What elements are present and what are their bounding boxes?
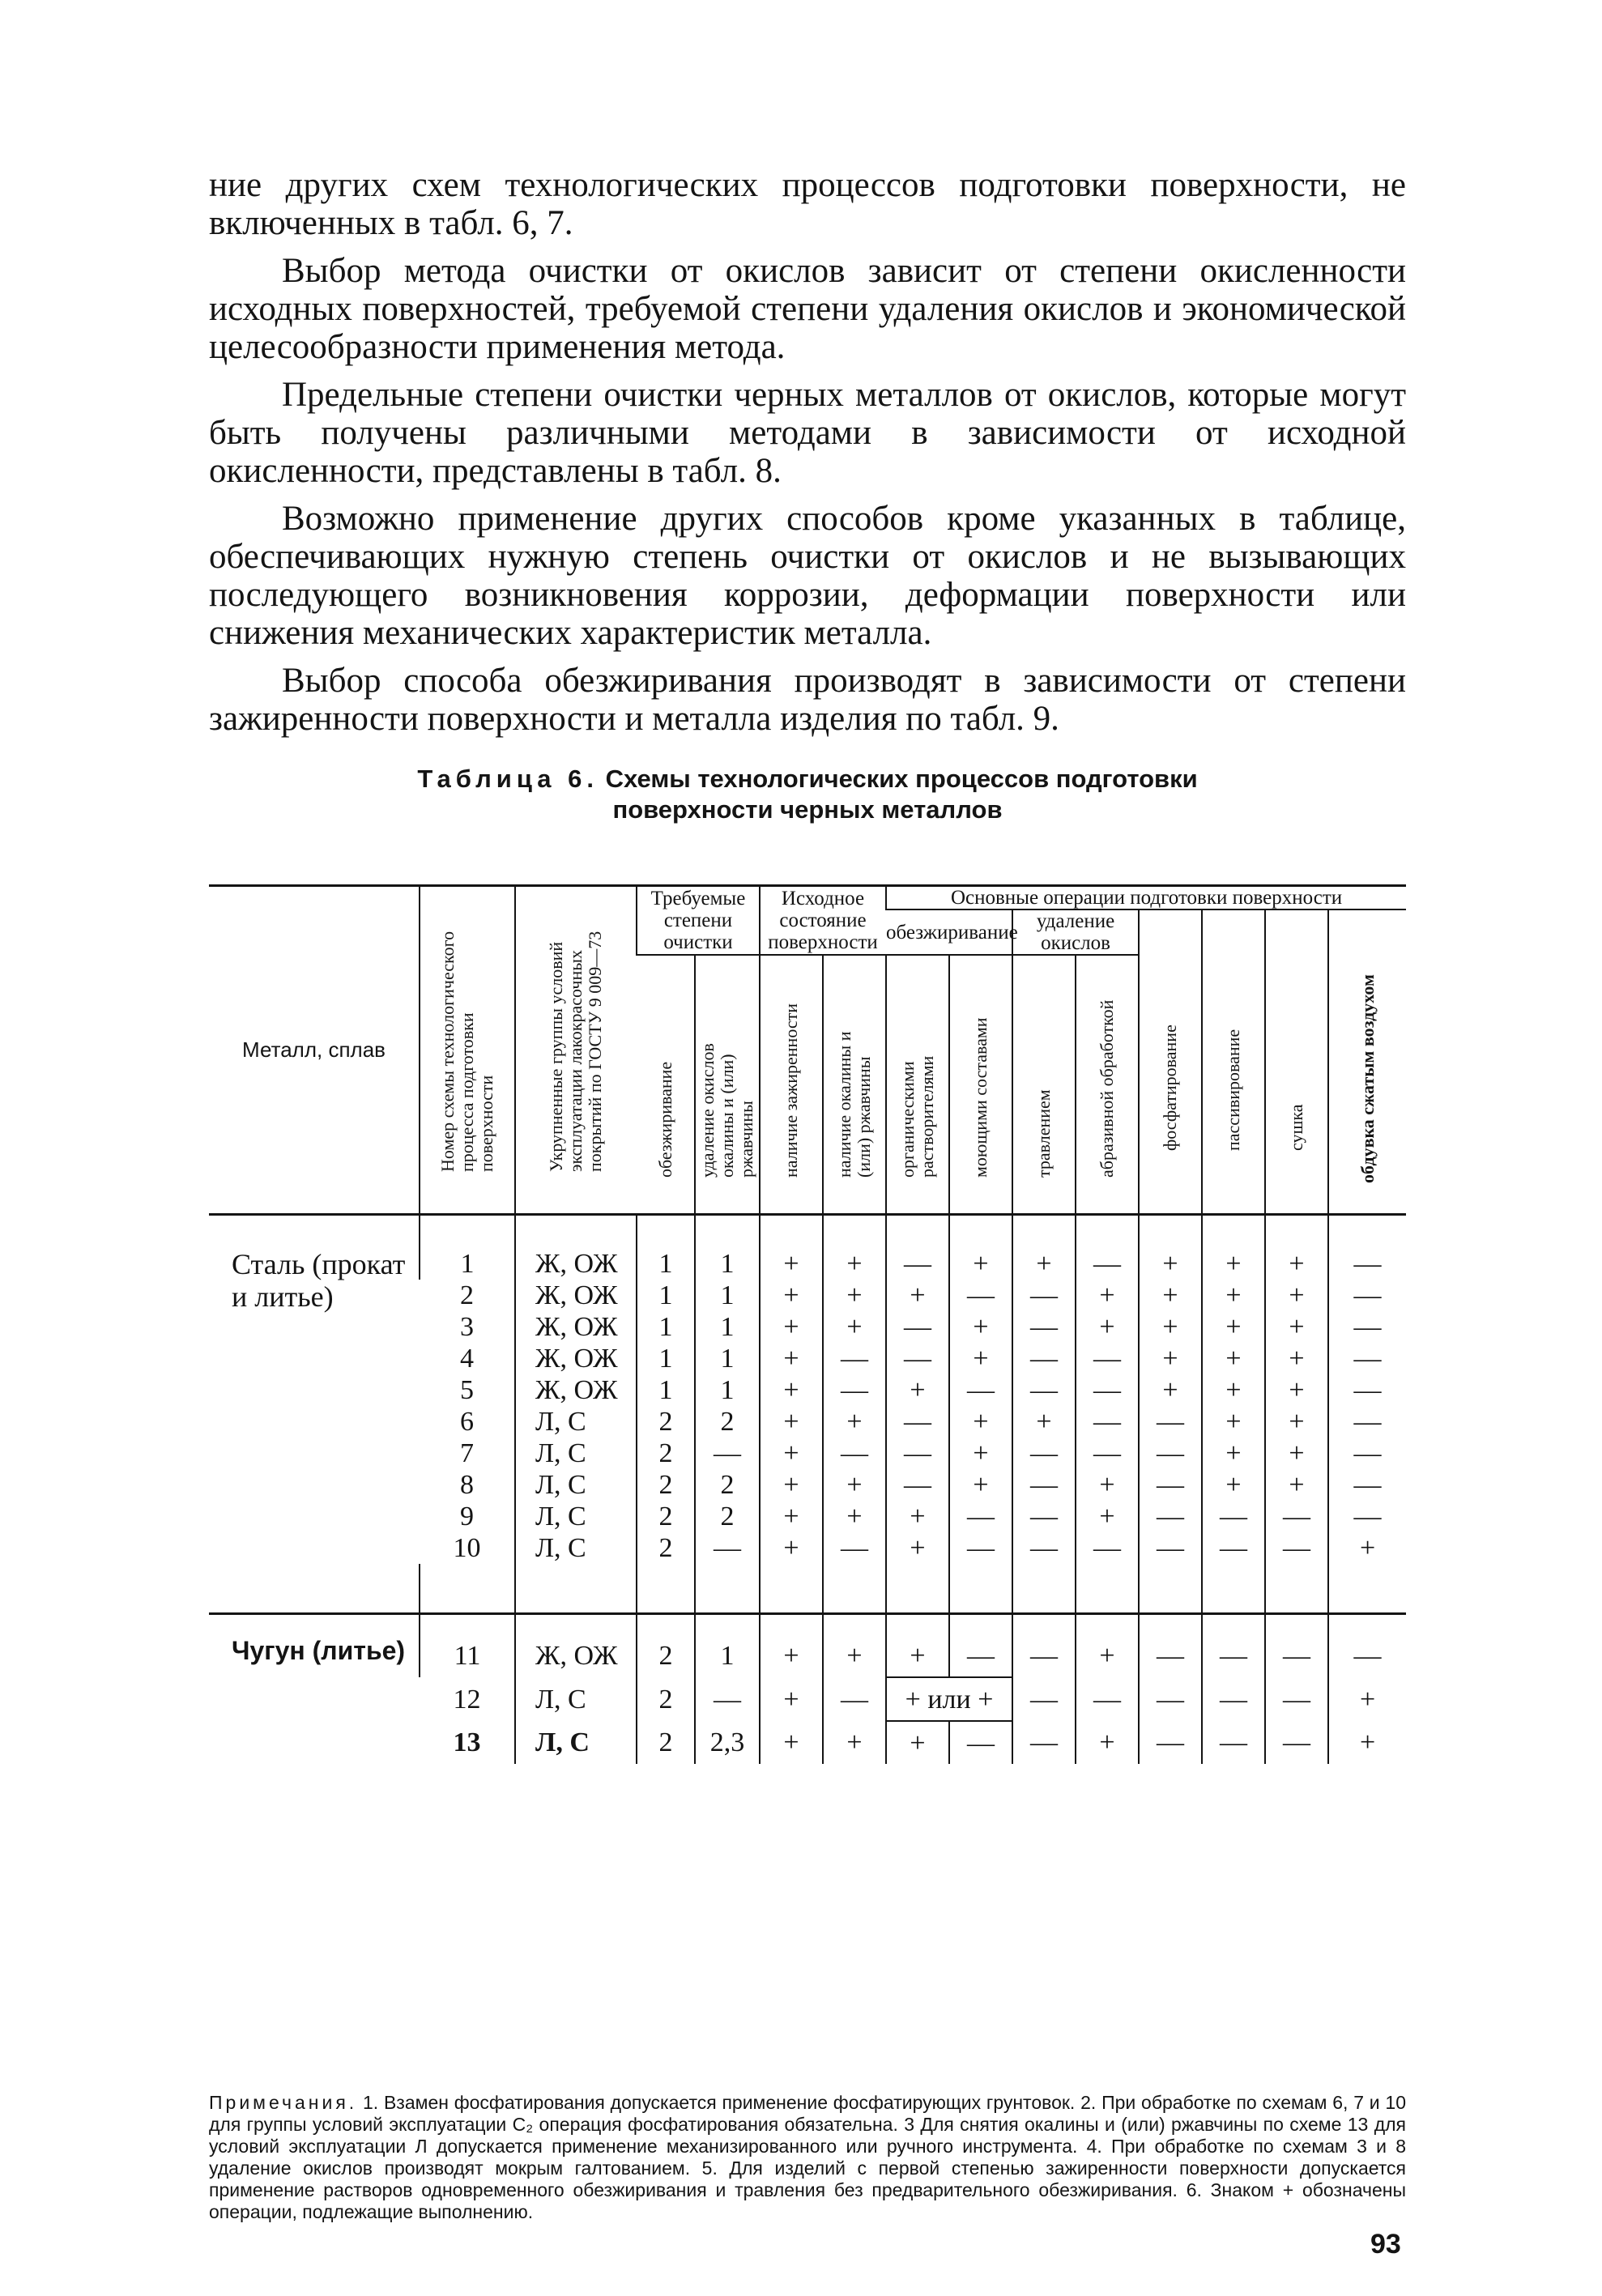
table-cell: +	[760, 1374, 823, 1406]
table-cell: 2	[637, 1532, 695, 1564]
table-cell: +	[1076, 1501, 1139, 1532]
table-cell: —	[823, 1374, 886, 1406]
table-notes	[209, 2092, 1406, 2223]
table-cell: +	[760, 1721, 823, 1764]
separator-cell	[760, 1564, 823, 1614]
table-cell: 1	[637, 1374, 695, 1406]
table-cell: —	[695, 1532, 760, 1564]
table-row	[209, 1614, 1406, 1678]
table-cell: —	[1012, 1501, 1076, 1532]
scheme-number: 13	[453, 1727, 481, 1757]
conditions-cell: Ж, ОЖ	[515, 1280, 637, 1311]
table-cell: —	[949, 1280, 1012, 1311]
table-cell: —	[1012, 1374, 1076, 1406]
table-cell: +	[823, 1311, 886, 1343]
table-cell: +	[886, 1501, 949, 1532]
header-scheme: Номер схемы технологического процесса подготовки поверхности	[420, 886, 515, 1215]
table-cell: +	[823, 1406, 886, 1438]
paragraph: Возможно применение других способов кроме указанных в таблице, обеспечивающих нужную степень очистки от окислов и не вызывающих последующего возникновения коррозии, деформации поверхности или снижения механических характеристик металла.	[209, 500, 1406, 652]
table-cell: —	[886, 1215, 949, 1280]
separator-cell	[823, 1564, 886, 1614]
table-cell: +	[949, 1469, 1012, 1501]
table-cell: +	[1328, 1677, 1406, 1721]
table-cell: +	[1202, 1469, 1265, 1501]
table-cell: —	[1012, 1677, 1076, 1721]
table-cell: +	[949, 1215, 1012, 1280]
table-cell: +	[1328, 1532, 1406, 1564]
table-cell: —	[823, 1438, 886, 1469]
table-cell: +	[760, 1343, 823, 1374]
schemes-table	[209, 884, 1406, 1764]
table-cell: +	[823, 1614, 886, 1678]
table-cell: 1	[695, 1614, 760, 1678]
table-cell: —	[1012, 1469, 1076, 1501]
header-initial: Исходное состояние поверхности	[760, 886, 886, 956]
header-drying: сушка	[1265, 909, 1328, 1215]
table-cell: 2	[695, 1406, 760, 1438]
table-cell: +	[1076, 1469, 1139, 1501]
metal-cell: Чугун (литье)	[209, 1614, 420, 1765]
table-cell: +	[1012, 1215, 1076, 1280]
table-cell: —	[1139, 1469, 1202, 1501]
table-cell: 1	[695, 1215, 760, 1280]
paragraph: Предельные степени очистки черных металлов от окислов, которые могут быть получены различными методами в зависимости от исходной окисленности, представлены в табл. 8.	[209, 376, 1406, 490]
table-cell: —	[823, 1532, 886, 1564]
table-cell: +	[1265, 1311, 1328, 1343]
table-cell: +	[1139, 1343, 1202, 1374]
table-cell: +	[823, 1721, 886, 1764]
table-cell: +	[1265, 1215, 1328, 1280]
table-cell: +	[760, 1614, 823, 1678]
conditions-cell: Ж, ОЖ	[515, 1343, 637, 1374]
table-cell: —	[1202, 1677, 1265, 1721]
table-cell: +	[1202, 1215, 1265, 1280]
table-cell: +	[1328, 1721, 1406, 1764]
merged-degreasing-cell: + или +	[886, 1677, 1012, 1721]
separator-cell	[1012, 1564, 1076, 1614]
table-cell: 2	[637, 1614, 695, 1678]
header-oxide-removal: удаление окислов	[1012, 909, 1139, 955]
table-cell: +	[1202, 1311, 1265, 1343]
table-cell: —	[1202, 1501, 1265, 1532]
header-init-grease: наличие зажиренности	[760, 955, 823, 1215]
separator-cell	[1076, 1564, 1139, 1614]
table-cell: +	[1202, 1406, 1265, 1438]
table-cell: 2	[637, 1501, 695, 1532]
table-cell: +	[1202, 1438, 1265, 1469]
table-cell: —	[949, 1721, 1012, 1764]
table-cell: +	[949, 1406, 1012, 1438]
table-cell: +	[1265, 1343, 1328, 1374]
table-cell: —	[1328, 1438, 1406, 1469]
paragraph: Выбор способа обезжиривания производят в зависимости от степени зажиренности поверхности и металла изделия по табл. 9.	[209, 662, 1406, 738]
table-label: Таблица 6.	[417, 765, 599, 793]
table-cell: +	[949, 1343, 1012, 1374]
table-cell: —	[1012, 1614, 1076, 1678]
table-cell: 1	[695, 1343, 760, 1374]
table-cell: +	[760, 1438, 823, 1469]
page-number: 93	[1370, 2229, 1401, 2260]
table-cell: +	[760, 1677, 823, 1721]
table-cell: +	[1265, 1438, 1328, 1469]
table-cell: 1	[637, 1311, 695, 1343]
table-cell: +	[823, 1280, 886, 1311]
table-cell: +	[760, 1406, 823, 1438]
table-cell: —	[1076, 1532, 1139, 1564]
table-cell: 2	[695, 1501, 760, 1532]
table-cell: —	[1076, 1343, 1139, 1374]
header-etching: травлением	[1012, 955, 1076, 1215]
separator-cell	[209, 1564, 420, 1614]
separator-cell	[1139, 1564, 1202, 1614]
table-cell: +	[760, 1501, 823, 1532]
table-cell: +	[760, 1215, 823, 1280]
table-cell: 2	[637, 1406, 695, 1438]
scheme-number: 6	[460, 1407, 474, 1437]
header-req-oxides: удаление окислов окалины и (или) ржавчины	[695, 955, 760, 1215]
header-req-degreasing: обезжиривание	[637, 955, 695, 1215]
header-conditions: Укрупненные группы условий эксплуатации лакокрасочных покрытий по ГОСТУ 9 009—73	[515, 886, 637, 1215]
table-cell: +	[1076, 1311, 1139, 1343]
conditions-cell: Л, С	[515, 1501, 637, 1532]
header-blowing: обдувка сжатым воздухом	[1328, 909, 1406, 1215]
table-cell: +	[1012, 1406, 1076, 1438]
table-cell: —	[886, 1343, 949, 1374]
table-cell: +	[1076, 1280, 1139, 1311]
table-cell: —	[1076, 1215, 1139, 1280]
table-cell: +	[1139, 1280, 1202, 1311]
scheme-number: 5	[460, 1375, 474, 1405]
separator-cell	[1265, 1564, 1328, 1614]
notes-head: Примечания.	[209, 2092, 358, 2113]
table-body	[209, 1215, 1406, 1765]
table-cell: +	[823, 1215, 886, 1280]
table-cell: —	[1139, 1532, 1202, 1564]
table-cell: +	[1265, 1406, 1328, 1438]
table-cell: +	[760, 1311, 823, 1343]
table-cell: 1	[695, 1311, 760, 1343]
table-cell: —	[1076, 1677, 1139, 1721]
table-cell: +	[949, 1438, 1012, 1469]
conditions-cell: Л, С	[515, 1721, 637, 1764]
table-cell: —	[1328, 1374, 1406, 1406]
table-cell: —	[823, 1343, 886, 1374]
separator-cell	[1202, 1564, 1265, 1614]
table-cell: +	[1076, 1614, 1139, 1678]
header-init-scale: наличие окалины и (или) ржавчины	[823, 955, 886, 1215]
table-cell: —	[1265, 1501, 1328, 1532]
table-cell: +	[1265, 1374, 1328, 1406]
scheme-number: 12	[453, 1684, 481, 1715]
table-cell: +	[1076, 1721, 1139, 1764]
table-cell: —	[1012, 1280, 1076, 1311]
header-metal: Металл, сплав	[209, 886, 420, 1215]
header-phosphating: фосфатирование	[1139, 909, 1202, 1215]
table-cell: +	[760, 1280, 823, 1311]
table-caption	[209, 764, 1406, 825]
table-cell: +	[1139, 1311, 1202, 1343]
conditions-cell: Л, С	[515, 1438, 637, 1469]
header-degr-organic: органическими растворителями	[886, 955, 949, 1215]
table-cell: —	[886, 1438, 949, 1469]
table-cell: +	[886, 1374, 949, 1406]
separator-cell	[886, 1564, 949, 1614]
table-cell: +	[760, 1469, 823, 1501]
table-cell: +	[1202, 1343, 1265, 1374]
table-cell: 2	[637, 1721, 695, 1764]
conditions-cell: Ж, ОЖ	[515, 1311, 637, 1343]
notes-text: 1. Взамен фосфатирования допускается применение фосфатирующих грунтовок. 2. При обработке по схемам 6, 7 и 10 для группы условий эксплуатации С₂ операция фосфатирования обязательна. 3 Для снятия окалины и (или) ржавчины по схеме 13 для условий эксплуатации Л допускается применение механизированного или ручного инструмента. 4. При обработке по схемам 3 и 8 удаление окислов производят мокрым галтованием. 5. Для изделий с первой степенью зажиренности поверхности допускается применение растворов одновременного обезжиривания и травления без предварительного обезжиривания. 6. Знаком + обозначены операции, подлежащие выполнению.	[209, 2092, 1406, 2222]
table-cell: +	[823, 1469, 886, 1501]
separator-cell	[695, 1564, 760, 1614]
table-cell: —	[1328, 1311, 1406, 1343]
conditions-cell: Ж, ОЖ	[515, 1614, 637, 1678]
table-cell: —	[1265, 1721, 1328, 1764]
table-cell: 1	[637, 1215, 695, 1280]
table-cell: —	[1328, 1343, 1406, 1374]
table-cell: —	[1139, 1614, 1202, 1678]
table-cell: —	[1265, 1614, 1328, 1678]
body-text	[209, 166, 1406, 748]
scheme-number: 7	[460, 1438, 474, 1468]
table-cell: +	[1265, 1469, 1328, 1501]
table-cell: —	[949, 1374, 1012, 1406]
separator-cell	[949, 1564, 1012, 1614]
table-cell: —	[1139, 1721, 1202, 1764]
table-cell: +	[1139, 1374, 1202, 1406]
table-cell: —	[1012, 1532, 1076, 1564]
table-cell: —	[1202, 1532, 1265, 1564]
group-separator	[209, 1564, 1406, 1614]
scheme-number: 4	[460, 1344, 474, 1374]
table-cell: —	[823, 1677, 886, 1721]
table-cell: —	[1265, 1677, 1328, 1721]
table-cell: +	[886, 1721, 949, 1764]
table-cell: —	[1328, 1280, 1406, 1311]
table-cell: 1	[695, 1280, 760, 1311]
table-cell: —	[1202, 1721, 1265, 1764]
table-cell: +	[1265, 1280, 1328, 1311]
header-main-operations: Основные операции подготовки поверхности	[886, 886, 1406, 910]
header-required: Требуемые степени очистки	[637, 886, 760, 956]
table-cell: 1	[695, 1374, 760, 1406]
scheme-number: 11	[420, 1614, 515, 1678]
table-cell: —	[1328, 1469, 1406, 1501]
table-cell: +	[1202, 1374, 1265, 1406]
separator-cell	[1328, 1564, 1406, 1614]
table-cell: —	[1265, 1532, 1328, 1564]
separator-cell	[420, 1564, 515, 1614]
table-cell: 2	[695, 1469, 760, 1501]
table-cell: +	[1202, 1280, 1265, 1311]
table-cell: +	[886, 1280, 949, 1311]
table-cell: +	[1139, 1215, 1202, 1280]
table-cell: —	[949, 1532, 1012, 1564]
table-cell: —	[695, 1438, 760, 1469]
header-degr-detergent: моющими составами	[949, 955, 1012, 1215]
table-cell: —	[1328, 1614, 1406, 1678]
scheme-number: 1	[420, 1215, 515, 1280]
table-cell: —	[1139, 1406, 1202, 1438]
table-cell: —	[1328, 1406, 1406, 1438]
table-cell: —	[886, 1406, 949, 1438]
header-abrasive: абразивной обработкой	[1076, 955, 1139, 1215]
table-cell: +	[760, 1532, 823, 1564]
table-cell: —	[1076, 1374, 1139, 1406]
header-passivation: пассивирование	[1202, 909, 1265, 1215]
table-cell: +	[949, 1311, 1012, 1343]
table-cell: —	[949, 1614, 1012, 1678]
table-cell: —	[1012, 1721, 1076, 1764]
scheme-number: 9	[460, 1502, 474, 1531]
table-cell: —	[1139, 1677, 1202, 1721]
table-cell: +	[886, 1614, 949, 1678]
table-cell: —	[1012, 1311, 1076, 1343]
conditions-cell: Л, С	[515, 1469, 637, 1501]
table-title-line2: поверхности черных металлов	[612, 795, 1003, 824]
table-cell: —	[1202, 1614, 1265, 1678]
separator-cell	[515, 1564, 637, 1614]
scheme-number: 3	[460, 1312, 474, 1342]
metal-cell: Сталь (прокат и литье)	[232, 1248, 406, 1313]
conditions-cell: Ж, ОЖ	[515, 1374, 637, 1406]
table-cell: 2	[637, 1438, 695, 1469]
table-cell: —	[1012, 1343, 1076, 1374]
table-cell: 2,3	[695, 1721, 760, 1764]
table-cell: 2	[637, 1469, 695, 1501]
conditions-cell: Ж, ОЖ	[515, 1215, 637, 1280]
table-cell: —	[1328, 1501, 1406, 1532]
table-cell: —	[886, 1311, 949, 1343]
table-cell: 2	[637, 1677, 695, 1721]
conditions-cell: Л, С	[515, 1532, 637, 1564]
table-cell: —	[1012, 1438, 1076, 1469]
table-title: Схемы технологических процессов подготовки	[605, 765, 1198, 793]
paragraph: Выбор метода очистки от окислов зависит от степени окисленности исходных поверхностей, требуемой степени удаления окислов и экономической целесообразности применения метода.	[209, 252, 1406, 366]
table-cell: 1	[637, 1343, 695, 1374]
table-cell: +	[823, 1501, 886, 1532]
table-cell: —	[949, 1501, 1012, 1532]
table-cell: 1	[637, 1280, 695, 1311]
scheme-number: 10	[453, 1533, 481, 1563]
table-cell: +	[886, 1532, 949, 1564]
table-cell: —	[886, 1469, 949, 1501]
conditions-cell: Л, С	[515, 1677, 637, 1721]
table-cell: —	[1139, 1438, 1202, 1469]
header-degreasing: обезжиривание	[886, 909, 1012, 955]
scheme-number: 8	[460, 1470, 474, 1500]
paragraph: ние других схем технологических процессов подготовки поверхности, не включенных в табл. 6, 7.	[209, 166, 1406, 242]
table-cell: —	[1076, 1406, 1139, 1438]
separator-cell	[637, 1564, 695, 1614]
table-cell: —	[695, 1677, 760, 1721]
table-cell: —	[1328, 1215, 1406, 1280]
table-cell: —	[1139, 1501, 1202, 1532]
table-cell: —	[1076, 1438, 1139, 1469]
conditions-cell: Л, С	[515, 1406, 637, 1438]
scheme-number: 2	[460, 1280, 474, 1310]
table-row	[209, 1215, 1406, 1280]
